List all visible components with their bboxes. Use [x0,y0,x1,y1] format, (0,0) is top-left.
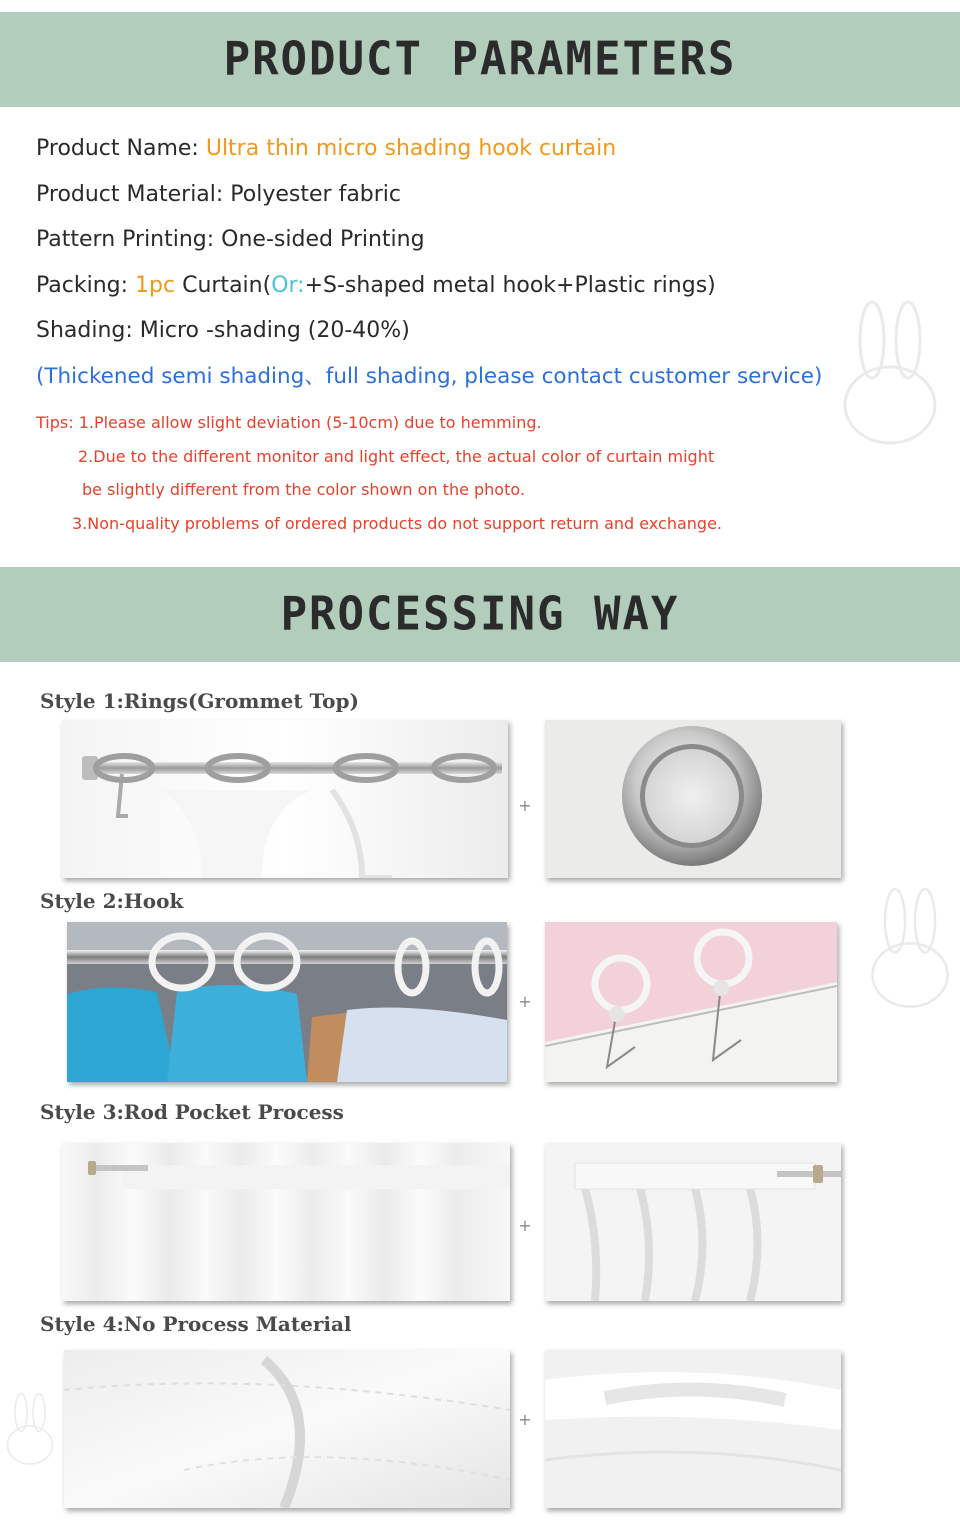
no-process-fabric-closeup-photo [545,1350,841,1508]
packing-or: Or: [271,272,305,298]
shading-line: Shading: Micro -shading (20-40%) [36,318,410,343]
product-material-line: Product Material: Polyester fabric [36,181,402,207]
processing-way-banner [0,567,960,662]
packing-quantity: 1pc [135,272,176,298]
grommet-curtain-photo [62,720,508,878]
style-1-label: Style 1:Rings(Grommet Top) [40,689,359,713]
packing-line: Packing: 1pc Curtain(Or:+S-shaped metal hook+Plastic rings) [36,272,716,298]
style-2-label: Style 2:Hook [40,889,184,913]
bunny-watermark-icon [860,880,960,1020]
hook-curtain-photo [67,922,507,1082]
plus-sign: + [518,992,532,1011]
contact-service-note: (Thickened semi shading、full shading, please contact customer service) [36,363,823,389]
product-parameters-list [36,132,936,405]
tip-2-continued: be slightly different from the color shown on the photo. [82,480,525,499]
hook-closeup-photo [545,922,837,1082]
grommet-closeup-photo [545,720,841,878]
product-name-line: Product Name: Ultra thin micro shading hook curtain [36,136,617,161]
rod-pocket-curtain-photo [62,1143,510,1301]
tip-3: 3.Non-quality problems of ordered products do not support return and exchange. [72,513,722,533]
product-name-value: Ultra thin micro shading hook curtain [205,136,617,161]
tips-block [36,411,936,545]
plus-sign: + [518,796,532,815]
no-process-fabric-photo [64,1350,510,1508]
plus-sign: + [518,1216,532,1235]
style-3-label: Style 3:Rod Pocket Process [40,1100,344,1124]
processing-way-title: PROCESSING WAY [280,587,680,642]
product-parameters-title: PRODUCT PARAMETERS [223,32,737,87]
plus-sign: + [518,1410,532,1429]
bunny-watermark-icon [0,1360,60,1500]
product-parameters-banner [0,12,960,107]
rod-pocket-closeup-photo [545,1143,841,1301]
style-4-label: Style 4:No Process Material [40,1312,352,1336]
pattern-printing-line: Pattern Printing: One-sided Printing [36,227,425,252]
tip-2: 2.Due to the different monitor and light effect, the actual color of curtain might [78,446,715,466]
tip-1: Tips: 1.Please allow slight deviation (5-10cm) due to hemming. [36,413,542,432]
